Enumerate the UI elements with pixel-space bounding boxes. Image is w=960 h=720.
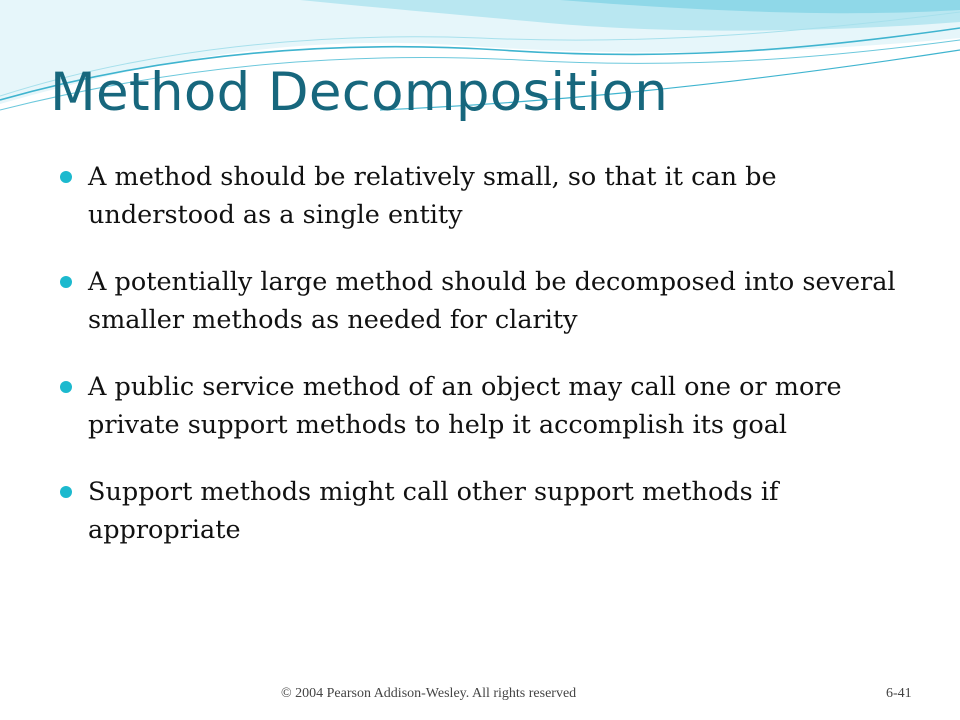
bullet-list xyxy=(60,158,920,578)
bullet-item xyxy=(60,368,920,444)
bullet-text: A public service method of an object may call one or more private support methods to help it accomplish its goal xyxy=(88,372,842,440)
bullet-dot-icon xyxy=(60,486,72,498)
bullet-dot-icon xyxy=(60,381,72,393)
bullet-text: Support methods might call other support methods if appropriate xyxy=(88,477,779,545)
slide-title: Method Decomposition xyxy=(50,62,669,123)
bullet-text: A potentially large method should be decomposed into several smaller methods as needed for clarity xyxy=(88,267,896,335)
slide-number: 6-41 xyxy=(886,686,912,701)
footer-copyright: © 2004 Pearson Addison-Wesley. All rights reserved xyxy=(281,686,577,701)
bullet-dot-icon xyxy=(60,276,72,288)
bullet-dot-icon xyxy=(60,171,72,183)
bullet-item xyxy=(60,158,920,234)
bullet-item xyxy=(60,473,920,549)
bullet-item xyxy=(60,263,920,339)
bullet-text: A method should be relatively small, so that it can be understood as a single entity xyxy=(88,162,777,230)
